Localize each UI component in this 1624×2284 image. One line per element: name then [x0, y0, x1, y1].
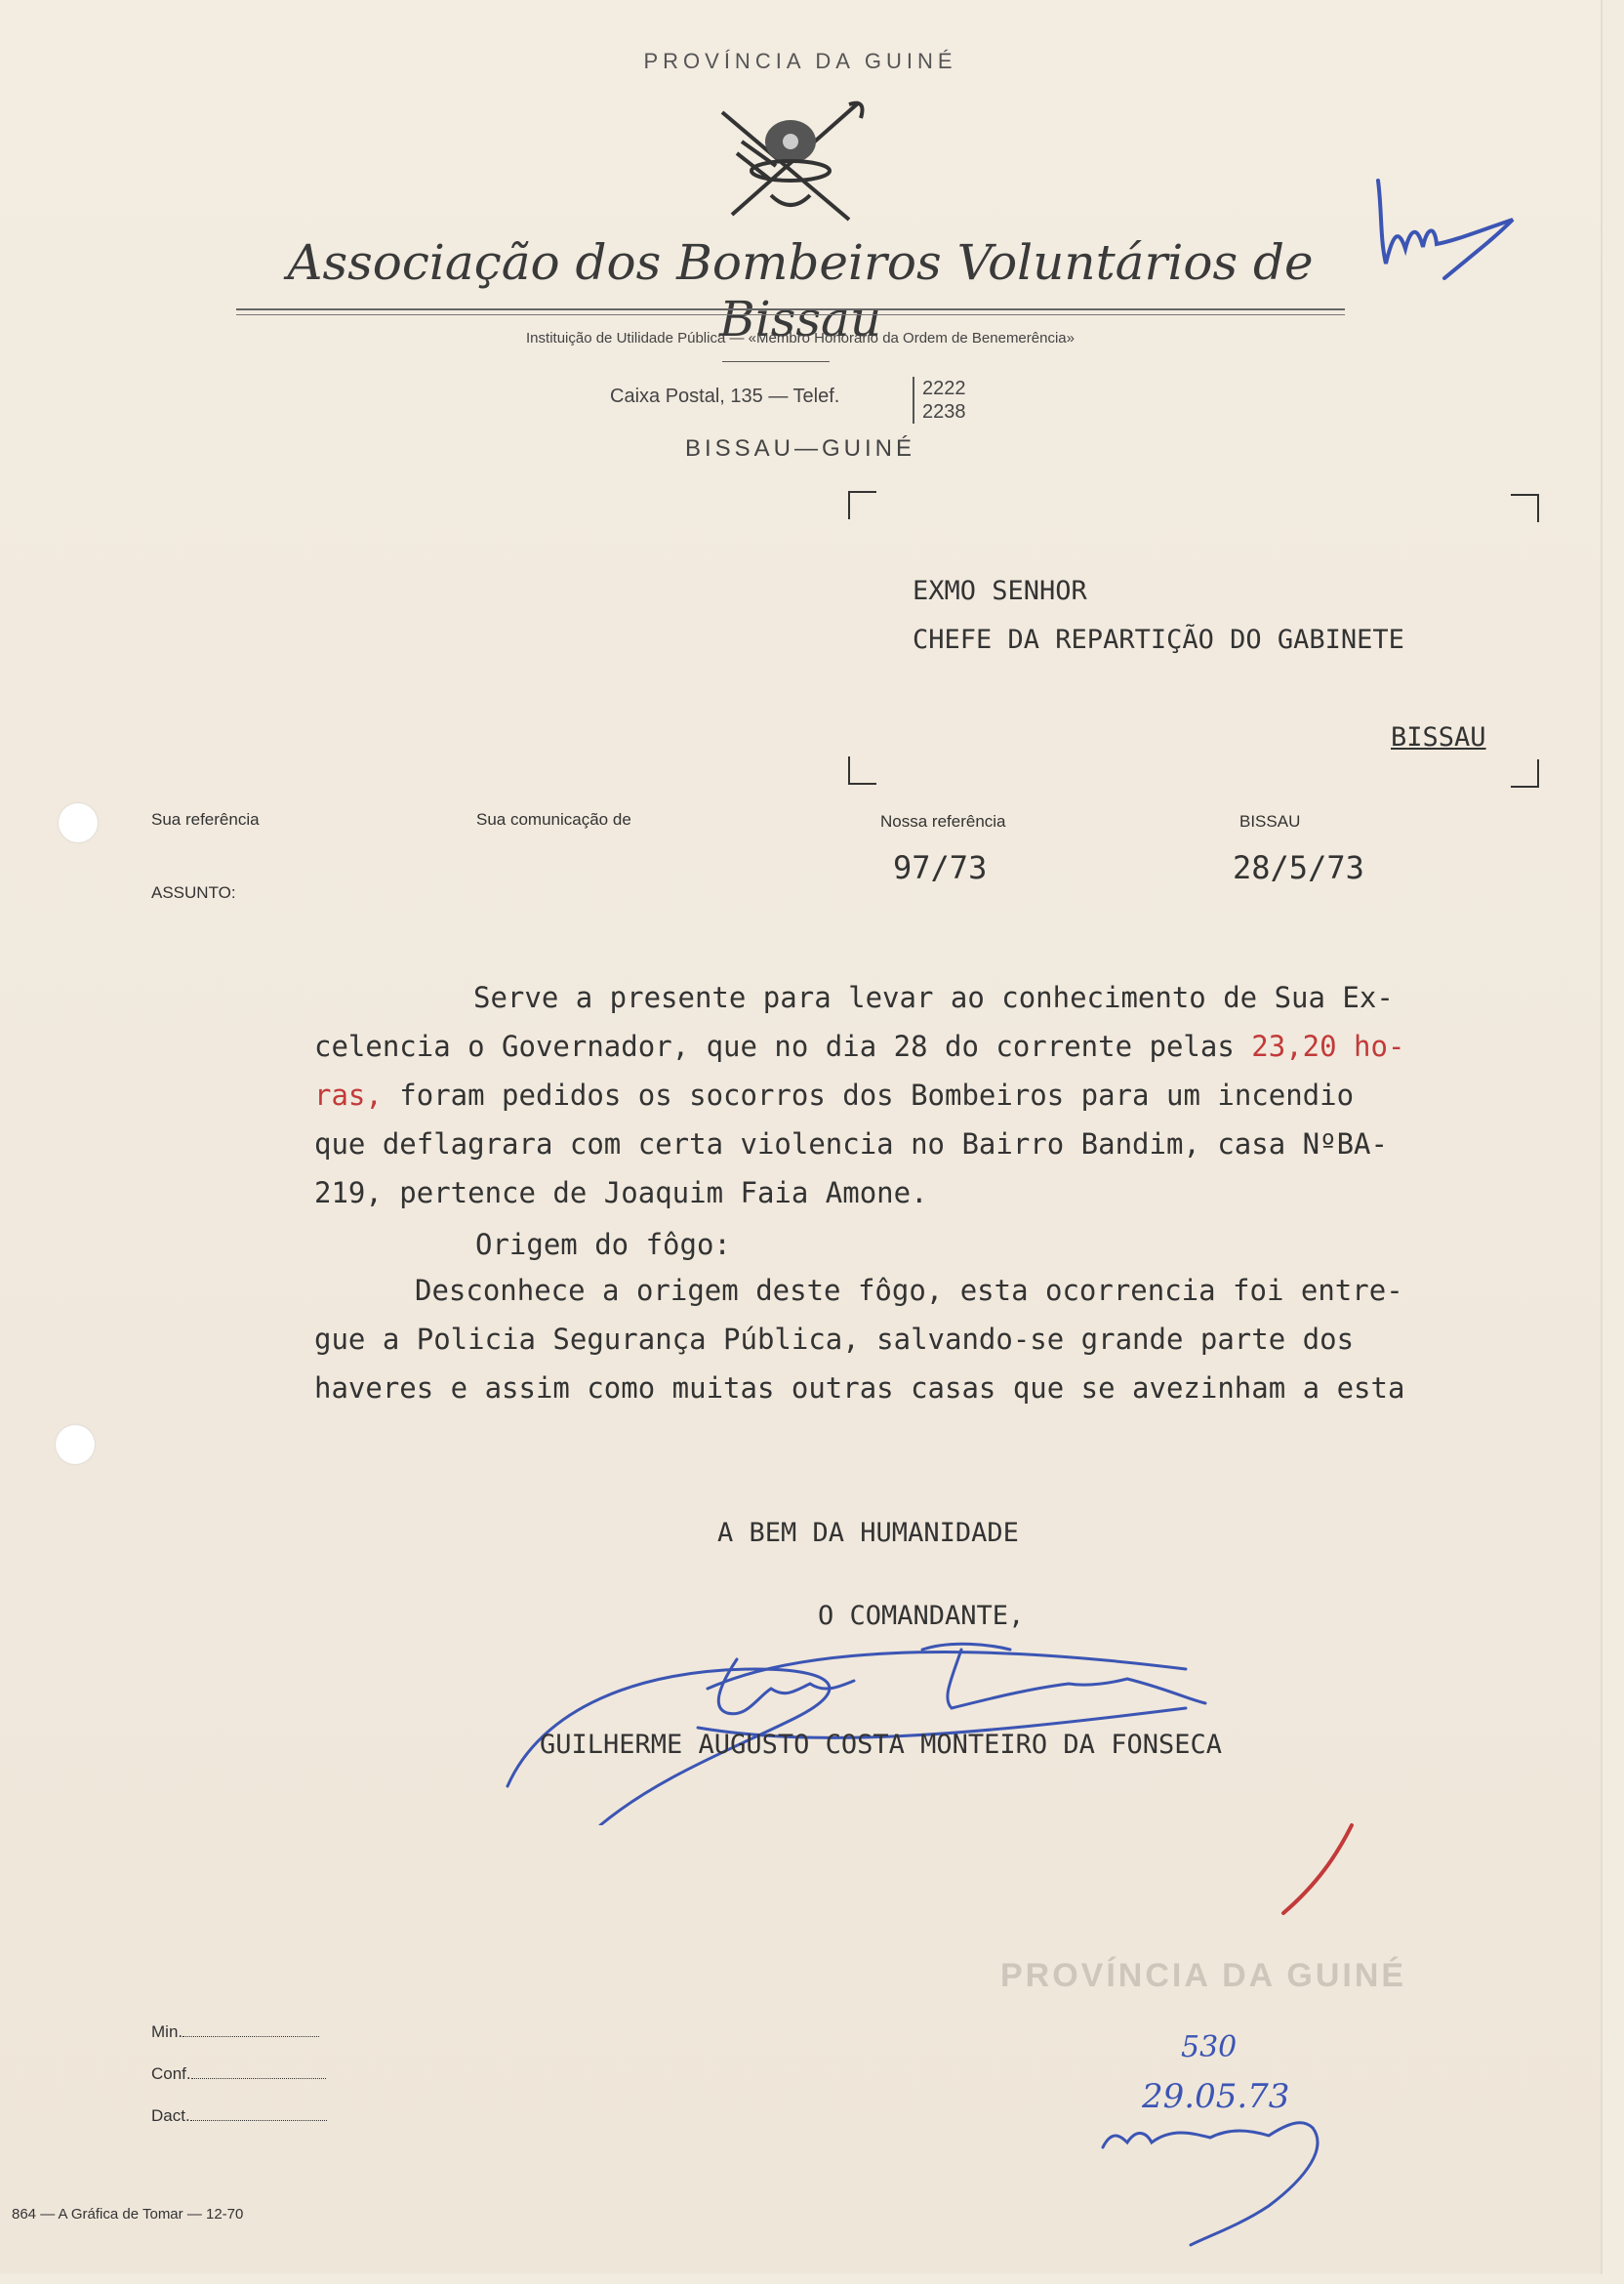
stamp-initials [1093, 2108, 1366, 2255]
punch-hole-top [59, 803, 98, 842]
address-corner-top-right [1511, 493, 1540, 522]
sua-referencia-label: Sua referência [151, 810, 260, 829]
sua-comunicacao-label: Sua comunicação de [476, 810, 631, 829]
province-heading: PROVÍNCIA DA GUINÉ [643, 49, 957, 73]
red-check-mark [1269, 1815, 1366, 1923]
document-date: 28/5/73 [1233, 849, 1364, 886]
address-corner-bottom-right [1511, 759, 1540, 789]
conf-field: Conf. [151, 2064, 326, 2084]
address-corner-bottom-left [847, 756, 876, 786]
body-line-6: Desconhece a origem deste fôgo, esta ocorrencia foi entre- [415, 1274, 1403, 1307]
min-field: Min. [151, 2022, 319, 2042]
letterhead-rule-thin [236, 314, 1345, 315]
phone-numbers [913, 377, 966, 424]
phone-2: 2238 [922, 401, 966, 423]
association-name: Associação dos Bombeiros Voluntários de Bissau [287, 234, 1314, 347]
letterhead-rule [236, 308, 1345, 310]
institution-line: Instituição de Utilidade Pública — «Membro Honorário da Ordem de Benemerência» [526, 330, 1075, 347]
body-line-8: haveres e assim como muitas outras casas que se avezinham a esta [314, 1371, 1405, 1405]
printer-credit: 864 — A Gráfica de Tomar — 12-70 [12, 2206, 244, 2223]
recipient-line-1: EXMO SENHOR [913, 576, 1087, 606]
origin-heading: Origem do fôgo: [475, 1228, 731, 1261]
receipt-stamp: PROVÍNCIA DA GUINÉ [1000, 1957, 1407, 1994]
handwritten-signature [503, 1630, 1244, 1825]
bissau-date-label: BISSAU [1239, 812, 1301, 831]
stamp-number: 530 [1181, 2030, 1238, 2064]
commander-name: GUILHERME AUGUSTO COSTA MONTEIRO DA FONSECA [540, 1730, 1222, 1760]
handwritten-initials [1366, 171, 1532, 288]
letterhead-city: BISSAU—GUINÉ [684, 435, 916, 462]
stamp-date: 29.05.73 [1142, 2077, 1290, 2116]
body-line-3: ras, foram pedidos os socorros dos Bombeiros para um incendio [314, 1079, 1355, 1112]
dact-field: Dact. [151, 2106, 327, 2126]
address-corner-top-left [847, 490, 876, 519]
nossa-referencia-value: 97/73 [893, 849, 988, 886]
recipient-city: BISSAU [1391, 722, 1486, 753]
commander-title: O COMANDANTE, [818, 1601, 1025, 1631]
caixa-postal: Caixa Postal, 135 — Telef. [610, 386, 840, 407]
body-line-5: 219, pertence de Joaquim Faia Amone. [314, 1176, 928, 1209]
recipient-line-2: CHEFE DA REPARTIÇÃO DO GABINETE [913, 625, 1404, 655]
body-line-2: celencia o Governador, que no dia 28 do corrente pelas 23,20 ho- [314, 1030, 1405, 1063]
body-line-1: Serve a presente para levar ao conhecimento de Sua Ex- [473, 981, 1394, 1014]
short-divider [722, 361, 830, 362]
nossa-referencia-label: Nossa referência [880, 812, 1006, 831]
assunto-label: ASSUNTO: [151, 883, 236, 902]
punch-hole-bottom [56, 1425, 95, 1464]
body-line-7: gue a Policia Segurança Pública, salvando-se grande parte dos [314, 1323, 1355, 1356]
firefighter-emblem-icon [703, 93, 878, 229]
phone-1: 2222 [922, 378, 966, 399]
closing-motto: A BEM DA HUMANIDADE [717, 1518, 1019, 1548]
body-line-4: que deflagrara com certa violencia no Bairro Bandim, casa NºBA- [314, 1127, 1388, 1161]
